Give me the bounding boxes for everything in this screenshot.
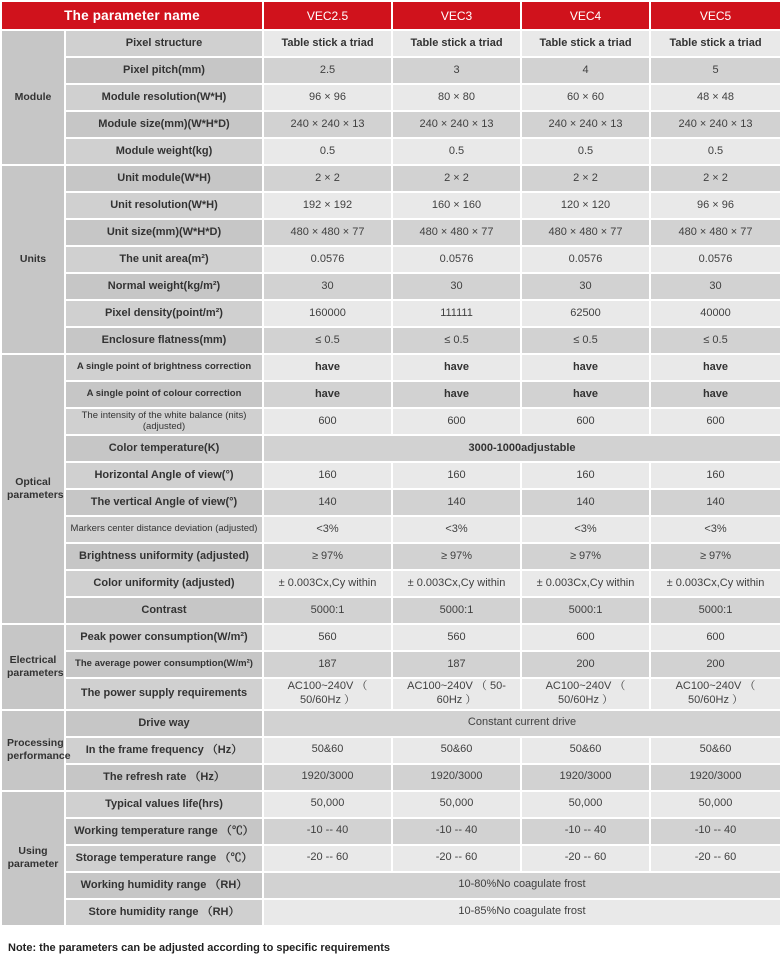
- table-row: [2, 85, 780, 110]
- value-cell: <3%: [651, 517, 780, 542]
- parameter-label: Unit module(W*H): [66, 166, 262, 191]
- value-cell: 50,000: [522, 792, 649, 817]
- value-cell: 160: [393, 463, 520, 488]
- value-cell: 50,000: [651, 792, 780, 817]
- value-cell: 96 × 96: [264, 85, 391, 110]
- parameter-label: Unit size(mm)(W*H*D): [66, 220, 262, 245]
- value-cell: 600: [522, 625, 649, 650]
- value-cell: 1920/3000: [264, 765, 391, 790]
- parameter-label: Working humidity range （RH）: [66, 873, 262, 898]
- value-cell: 2 × 2: [393, 166, 520, 191]
- table-row: [2, 166, 780, 191]
- value-cell: -10 -- 40: [651, 819, 780, 844]
- value-cell: 50&60: [651, 738, 780, 763]
- group-label: Electrical parameters: [2, 625, 64, 709]
- parameter-label: Brightness uniformity (adjusted): [66, 544, 262, 569]
- table-row: [2, 846, 780, 871]
- header-col-vec2-5: VEC2.5: [264, 2, 391, 29]
- value-cell: 2 × 2: [522, 166, 649, 191]
- table-row: [2, 873, 780, 898]
- value-cell: 200: [522, 652, 649, 677]
- value-cell: have: [651, 382, 780, 407]
- value-cell-span: 10-80%No coagulate frost: [264, 873, 780, 898]
- value-cell: 240 × 240 × 13: [393, 112, 520, 137]
- value-cell: 600: [522, 409, 649, 434]
- value-cell: 40000: [651, 301, 780, 326]
- parameter-label: Contrast: [66, 598, 262, 623]
- parameter-label: A single point of colour correction: [66, 382, 262, 407]
- parameter-label: The refresh rate （Hz）: [66, 765, 262, 790]
- value-cell: 0.0576: [522, 247, 649, 272]
- value-cell: 600: [264, 409, 391, 434]
- value-cell: 5000:1: [522, 598, 649, 623]
- value-cell-span: 3000-1000adjustable: [264, 436, 780, 461]
- value-cell: 140: [393, 490, 520, 515]
- value-cell: ≥ 97%: [393, 544, 520, 569]
- value-cell: AC100~240V （ 50-60Hz ）: [393, 679, 520, 709]
- value-cell: 0.0576: [264, 247, 391, 272]
- value-cell: have: [393, 355, 520, 380]
- value-cell: -10 -- 40: [264, 819, 391, 844]
- value-cell: 480 × 480 × 77: [393, 220, 520, 245]
- value-cell: 160: [264, 463, 391, 488]
- value-cell: 50&60: [522, 738, 649, 763]
- value-cell: AC100~240V （ 50/60Hz ）: [264, 679, 391, 709]
- value-cell: have: [522, 382, 649, 407]
- value-cell: 1920/3000: [393, 765, 520, 790]
- parameter-label: The vertical Angle of view(°): [66, 490, 262, 515]
- table-row: [2, 900, 780, 925]
- value-cell: 480 × 480 × 77: [522, 220, 649, 245]
- parameter-label: Module size(mm)(W*H*D): [66, 112, 262, 137]
- value-cell: 80 × 80: [393, 85, 520, 110]
- value-cell: -20 -- 60: [393, 846, 520, 871]
- value-cell: Table stick a triad: [522, 31, 649, 56]
- header-col-vec5: VEC5: [651, 2, 780, 29]
- group-label: Using parameter: [2, 792, 64, 925]
- value-cell: ≤ 0.5: [393, 328, 520, 353]
- value-cell: 62500: [522, 301, 649, 326]
- value-cell: 30: [651, 274, 780, 299]
- value-cell: 200: [651, 652, 780, 677]
- table-row: [2, 517, 780, 542]
- value-cell: 2 × 2: [264, 166, 391, 191]
- value-cell: 111111: [393, 301, 520, 326]
- table-row: [2, 139, 780, 164]
- parameter-label: Pixel pitch(mm): [66, 58, 262, 83]
- value-cell: 140: [522, 490, 649, 515]
- value-cell: 50&60: [264, 738, 391, 763]
- value-cell: ± 0.003Cx,Cy within: [651, 571, 780, 596]
- footnote: Note: the parameters can be adjusted according to specific requirements: [8, 941, 391, 954]
- value-cell: 1920/3000: [522, 765, 649, 790]
- table-row: [2, 328, 780, 353]
- table-row: [2, 598, 780, 623]
- parameter-label: Working temperature range （℃）: [66, 819, 262, 844]
- parameter-label: Module resolution(W*H): [66, 85, 262, 110]
- value-cell: 30: [522, 274, 649, 299]
- value-cell: 1920/3000: [651, 765, 780, 790]
- value-cell: ± 0.003Cx,Cy within: [393, 571, 520, 596]
- value-cell-span: Constant current drive: [264, 711, 780, 736]
- parameter-label: Module weight(kg): [66, 139, 262, 164]
- value-cell: ≥ 97%: [522, 544, 649, 569]
- value-cell: ± 0.003Cx,Cy within: [264, 571, 391, 596]
- value-cell: 240 × 240 × 13: [651, 112, 780, 137]
- value-cell: 160 × 160: [393, 193, 520, 218]
- value-cell: 5000:1: [651, 598, 780, 623]
- parameter-label: Color temperature(K): [66, 436, 262, 461]
- value-cell: 30: [393, 274, 520, 299]
- table-row: [2, 652, 780, 677]
- parameter-label: Color uniformity (adjusted): [66, 571, 262, 596]
- value-cell: 50&60: [393, 738, 520, 763]
- value-cell: 0.5: [522, 139, 649, 164]
- value-cell: 60 × 60: [522, 85, 649, 110]
- value-cell: 3: [393, 58, 520, 83]
- parameter-label: Enclosure flatness(mm): [66, 328, 262, 353]
- parameter-label: Storage temperature range （℃）: [66, 846, 262, 871]
- value-cell: 160: [651, 463, 780, 488]
- value-cell: have: [522, 355, 649, 380]
- value-cell: 0.5: [393, 139, 520, 164]
- table-row: [2, 571, 780, 596]
- value-cell: Table stick a triad: [651, 31, 780, 56]
- parameter-label: A single point of brightness correction: [66, 355, 262, 380]
- parameter-label: Unit resolution(W*H): [66, 193, 262, 218]
- table-row: [2, 625, 780, 650]
- value-cell: 160: [522, 463, 649, 488]
- value-cell: 30: [264, 274, 391, 299]
- header-col-vec3: VEC3: [393, 2, 520, 29]
- table-row: [2, 112, 780, 137]
- value-cell: 192 × 192: [264, 193, 391, 218]
- table-row: [2, 355, 780, 380]
- parameter-label: Pixel density(point/m²): [66, 301, 262, 326]
- value-cell: Table stick a triad: [393, 31, 520, 56]
- group-label: Optical parameters: [2, 355, 64, 623]
- value-cell: 0.5: [264, 139, 391, 164]
- value-cell: ≤ 0.5: [522, 328, 649, 353]
- parameter-label: Normal weight(kg/m²): [66, 274, 262, 299]
- parameter-label: Pixel structure: [66, 31, 262, 56]
- parameter-label: Markers center distance deviation (adjusted): [66, 517, 262, 542]
- group-label: Units: [2, 166, 64, 353]
- parameter-label: The unit area(m²): [66, 247, 262, 272]
- table-row: [2, 409, 780, 434]
- value-cell: have: [264, 355, 391, 380]
- group-label: Module: [2, 31, 64, 164]
- value-cell: 600: [651, 625, 780, 650]
- parameter-label: In the frame frequency （Hz）: [66, 738, 262, 763]
- table-row: [2, 711, 780, 736]
- table-row: [2, 193, 780, 218]
- value-cell: 2.5: [264, 58, 391, 83]
- value-cell: have: [264, 382, 391, 407]
- value-cell: ≤ 0.5: [264, 328, 391, 353]
- value-cell: 240 × 240 × 13: [522, 112, 649, 137]
- value-cell: -20 -- 60: [522, 846, 649, 871]
- value-cell: 240 × 240 × 13: [264, 112, 391, 137]
- value-cell: 48 × 48: [651, 85, 780, 110]
- table-row: [2, 436, 780, 461]
- parameter-label: Horizontal Angle of view(°): [66, 463, 262, 488]
- value-cell: 0.0576: [651, 247, 780, 272]
- table-row: [2, 819, 780, 844]
- value-cell: 187: [393, 652, 520, 677]
- table-row: [2, 738, 780, 763]
- value-cell: -10 -- 40: [522, 819, 649, 844]
- parameter-label: Drive way: [66, 711, 262, 736]
- value-cell: ≤ 0.5: [651, 328, 780, 353]
- value-cell: 600: [393, 409, 520, 434]
- value-cell: 4: [522, 58, 649, 83]
- value-cell: 600: [651, 409, 780, 434]
- value-cell: ± 0.003Cx,Cy within: [522, 571, 649, 596]
- value-cell: have: [651, 355, 780, 380]
- value-cell: 480 × 480 × 77: [264, 220, 391, 245]
- value-cell: 5000:1: [264, 598, 391, 623]
- group-label: Processing performance: [2, 711, 64, 790]
- value-cell: <3%: [264, 517, 391, 542]
- value-cell: 96 × 96: [651, 193, 780, 218]
- value-cell: 5: [651, 58, 780, 83]
- table-row: [2, 247, 780, 272]
- table-row: [2, 463, 780, 488]
- value-cell: ≥ 97%: [264, 544, 391, 569]
- value-cell: 140: [651, 490, 780, 515]
- parameter-label: The average power consumption(W/m²): [66, 652, 262, 677]
- value-cell-span: 10-85%No coagulate frost: [264, 900, 780, 925]
- value-cell: 50,000: [264, 792, 391, 817]
- header-row: [2, 2, 780, 29]
- header-parameter-name: The parameter name: [2, 2, 262, 29]
- value-cell: 2 × 2: [651, 166, 780, 191]
- value-cell: 120 × 120: [522, 193, 649, 218]
- value-cell: 160000: [264, 301, 391, 326]
- parameter-label: Store humidity range （RH）: [66, 900, 262, 925]
- value-cell: 0.5: [651, 139, 780, 164]
- parameter-label: Typical values life(hrs): [66, 792, 262, 817]
- value-cell: AC100~240V （ 50/60Hz ）: [651, 679, 780, 709]
- table-row: [2, 31, 780, 56]
- value-cell: Table stick a triad: [264, 31, 391, 56]
- value-cell: 480 × 480 × 77: [651, 220, 780, 245]
- value-cell: -10 -- 40: [393, 819, 520, 844]
- parameter-label: The intensity of the white balance (nits) (adjusted): [66, 409, 262, 434]
- value-cell: have: [393, 382, 520, 407]
- table-row: [2, 274, 780, 299]
- spec-table-body: [2, 31, 780, 925]
- value-cell: <3%: [393, 517, 520, 542]
- value-cell: 5000:1: [393, 598, 520, 623]
- value-cell: AC100~240V （ 50/60Hz ）: [522, 679, 649, 709]
- table-row: [2, 792, 780, 817]
- table-row: [2, 765, 780, 790]
- table-row: [2, 490, 780, 515]
- header-col-vec4: VEC4: [522, 2, 649, 29]
- table-row: [2, 544, 780, 569]
- value-cell: 560: [264, 625, 391, 650]
- table-row: [2, 220, 780, 245]
- parameter-label: Peak power consumption(W/m²): [66, 625, 262, 650]
- value-cell: 0.0576: [393, 247, 520, 272]
- table-row: [2, 301, 780, 326]
- value-cell: 560: [393, 625, 520, 650]
- table-row: [2, 679, 780, 709]
- value-cell: -20 -- 60: [264, 846, 391, 871]
- value-cell: <3%: [522, 517, 649, 542]
- table-row: [2, 58, 780, 83]
- value-cell: 187: [264, 652, 391, 677]
- value-cell: ≥ 97%: [651, 544, 780, 569]
- value-cell: -20 -- 60: [651, 846, 780, 871]
- table-row: [2, 382, 780, 407]
- parameter-label: The power supply requirements: [66, 679, 262, 709]
- value-cell: 50,000: [393, 792, 520, 817]
- value-cell: 140: [264, 490, 391, 515]
